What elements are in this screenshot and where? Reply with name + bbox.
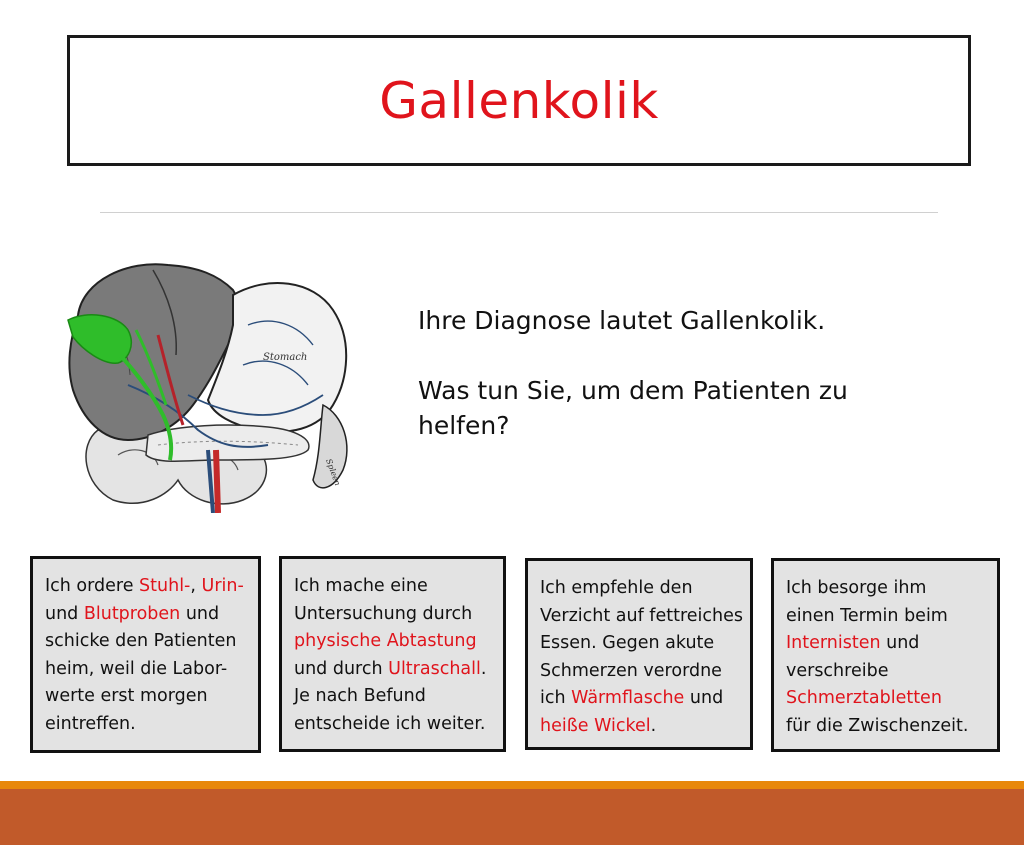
option-line [786, 575, 989, 603]
option-line [45, 656, 250, 684]
option-text: schicke den Patienten [45, 631, 237, 651]
answer-option-4[interactable] [771, 558, 1000, 752]
option-line [786, 630, 989, 658]
option-line [540, 575, 742, 603]
option-text: werte erst morgen [45, 686, 208, 706]
option-text: Je nach Befund [294, 686, 426, 706]
diagnosis-statement: Ihre Diagnose lautet Gallenkolik. [418, 306, 826, 335]
spleen-label: Spleen [324, 457, 343, 487]
option-text: Ich ordere [45, 576, 140, 596]
option-text: für die Zwischenzeit. [786, 715, 969, 736]
footer-accent-bar [0, 781, 1024, 789]
highlighted-term: Stuhl- [139, 576, 191, 596]
option-text: , [190, 576, 202, 596]
option-text: . [480, 658, 487, 679]
option-line [294, 573, 495, 601]
option-line [294, 628, 495, 656]
highlighted-term: physische Abtastung [294, 631, 477, 651]
option-line [45, 601, 250, 629]
title-box [67, 35, 971, 166]
spacer [418, 338, 958, 373]
option-text: Verzicht auf fettreiches [540, 605, 743, 626]
option-text: Essen. Gegen akute [540, 633, 715, 653]
option-line [45, 628, 250, 656]
option-line [786, 603, 989, 631]
option-text: Schmerzen verordne [540, 660, 722, 681]
option-text: und [880, 633, 920, 653]
option-line [294, 656, 495, 684]
option-line [540, 658, 742, 686]
option-text: und [684, 688, 724, 708]
option-line [45, 573, 250, 601]
option-text: ich [540, 688, 572, 708]
highlighted-term: Blutproben [83, 603, 181, 624]
liver-gallbladder-anatomy-icon [58, 255, 358, 513]
option-text: und durch [294, 658, 389, 679]
option-line [294, 601, 495, 629]
option-line [786, 713, 989, 741]
highlighted-term: Urin- [201, 576, 244, 596]
option-line [540, 685, 742, 713]
divider [100, 212, 938, 213]
highlighted-term: Schmerztabletten [786, 688, 942, 708]
option-text: . [650, 715, 657, 736]
option-text: Ich empfehle den [540, 578, 693, 598]
option-text: und [45, 603, 84, 624]
footer-bar [0, 789, 1024, 845]
highlighted-term: Internisten [786, 633, 881, 653]
answer-option-2[interactable] [279, 556, 506, 752]
option-text: und [180, 603, 220, 624]
option-text: eintreffen. [45, 713, 136, 734]
answer-option-3[interactable] [525, 558, 753, 750]
highlighted-term: heiße Wickel [540, 715, 651, 736]
question-prompt: Was tun Sie, um dem Patienten zu helfen? [418, 376, 848, 440]
option-text: Untersuchung durch [294, 603, 473, 624]
option-text: entscheide ich weiter. [294, 713, 486, 734]
option-line [540, 713, 742, 741]
option-line [294, 683, 495, 711]
highlighted-term: Wärmflasche [571, 688, 685, 708]
option-line [45, 711, 250, 739]
answer-option-1[interactable] [30, 556, 261, 753]
option-line [786, 685, 989, 713]
option-text: verschreibe [786, 660, 889, 681]
option-line [540, 630, 742, 658]
option-text: Ich mache eine [294, 576, 428, 596]
question-text [418, 303, 958, 443]
option-text: einen Termin beim [786, 605, 948, 626]
option-line [540, 603, 742, 631]
option-text: Ich besorge ihm [786, 578, 927, 598]
highlighted-term: Ultraschall [388, 658, 481, 679]
slide-title: Gallenkolik [379, 71, 659, 130]
option-line [45, 683, 250, 711]
option-line [786, 658, 989, 686]
option-text: heim, weil die Labor- [45, 658, 228, 679]
stomach-label: Stomach [263, 352, 308, 363]
option-line [294, 711, 495, 739]
